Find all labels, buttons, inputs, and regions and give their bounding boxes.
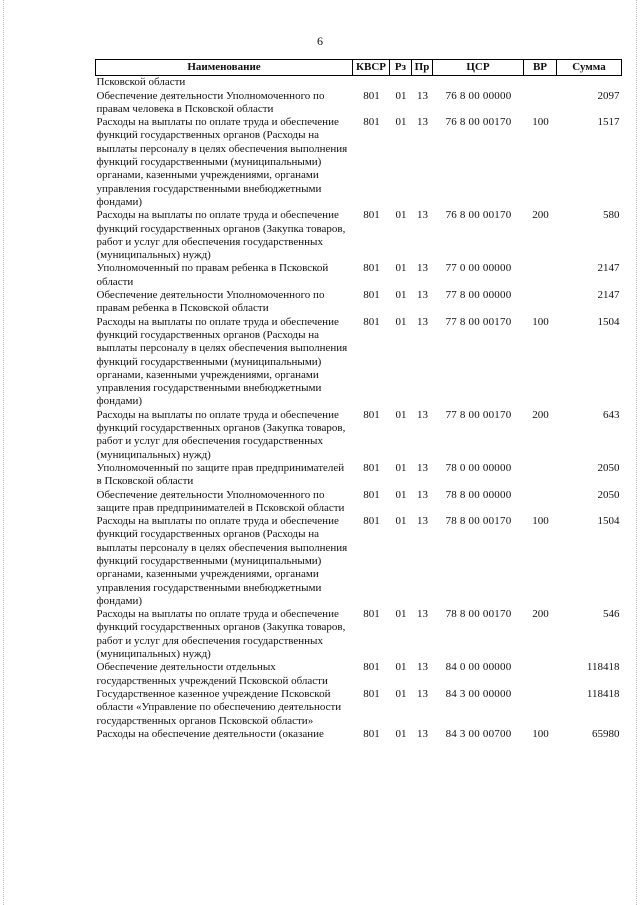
table-row <box>96 462 622 489</box>
header-rz: Рз <box>390 60 412 76</box>
cell-name: Обеспечение деятельности Уполномоченного по правам ребенка в Псковской области <box>96 289 325 315</box>
page-number: 6 <box>317 34 323 48</box>
cell-sum: 118418 <box>586 661 620 674</box>
cell-csr: 78 0 00 00000 <box>445 461 512 474</box>
cell-kvsr: 801 <box>363 687 380 700</box>
cell-vr <box>524 462 557 489</box>
cell-name: Уполномоченный по защите прав предпринимателей в Псковской области <box>96 461 345 488</box>
cell-csr: 78 8 00 00000 <box>445 488 512 501</box>
cell-pr: 13 <box>417 608 428 621</box>
cell-name: Расходы на выплаты по оплате труда и обеспечение функций государственных органов (Расходы на выплаты персоналу в целях обеспечения выполнения функций государственными (муниципальными) органами, казенными учреждениями, органами управления государственными внебюджетными фондами) <box>96 515 348 607</box>
table-row <box>96 608 622 661</box>
table-row <box>96 489 622 516</box>
budget-table <box>95 59 622 741</box>
cell-vr: 100 <box>532 515 549 528</box>
cell-sum: 2147 <box>597 289 620 302</box>
cell-kvsr: 801 <box>363 727 380 740</box>
cell-rz: 01 <box>395 608 407 621</box>
cell-sum: 1504 <box>597 515 620 528</box>
cell-vr <box>524 76 557 90</box>
table-row <box>96 116 622 209</box>
cell-pr: 13 <box>417 408 428 421</box>
cell-kvsr: 801 <box>363 315 380 328</box>
cell-pr: 13 <box>417 488 428 501</box>
table-row <box>96 409 622 462</box>
cell-kvsr <box>353 76 390 90</box>
cell-rz: 01 <box>395 515 407 528</box>
cell-sum: 546 <box>603 608 620 621</box>
cell-rz: 01 <box>395 687 407 700</box>
table-row <box>96 316 622 409</box>
cell-name: Уполномоченный по правам ребенка в Псковской области <box>96 262 329 288</box>
cell-vr <box>524 688 557 728</box>
cell-pr: 13 <box>417 687 428 700</box>
cell-sum: 2147 <box>597 262 620 275</box>
table-row <box>96 90 622 117</box>
header-csr: ЦСР <box>433 60 524 76</box>
cell-vr: 200 <box>532 209 549 222</box>
cell-pr: 13 <box>417 515 428 528</box>
cell-sum: 1517 <box>597 116 620 129</box>
table-row <box>96 262 622 289</box>
cell-csr: 77 8 00 00170 <box>445 408 512 421</box>
cell-vr: 100 <box>532 315 549 328</box>
cell-sum <box>557 76 622 90</box>
cell-rz: 01 <box>395 661 407 674</box>
cell-csr: 84 3 00 00700 <box>445 727 512 740</box>
cell-kvsr: 801 <box>363 289 380 302</box>
cell-vr <box>524 661 557 688</box>
cell-vr: 200 <box>532 608 549 621</box>
scan-edge-left <box>3 0 5 905</box>
cell-rz <box>390 76 412 90</box>
cell-vr <box>524 289 557 316</box>
cell-rz: 01 <box>395 209 407 222</box>
table-row <box>96 289 622 316</box>
cell-name: Расходы на выплаты по оплате труда и обеспечение функций государственных органов (Расходы на выплаты персоналу в целях обеспечения выполнения функций государственными (муниципальными) органами, казенными учреждениями, органами управления государственными внебюджетными фондами) <box>96 116 348 208</box>
cell-name: Расходы на обеспечение деятельности (оказание <box>96 727 324 740</box>
header-kvsr: КВСР <box>353 60 390 76</box>
table-row <box>96 688 622 728</box>
cell-kvsr: 801 <box>363 408 380 421</box>
cell-pr: 13 <box>417 89 428 102</box>
cell-csr: 76 8 00 00170 <box>445 209 512 222</box>
table-row <box>96 515 622 608</box>
cell-rz: 01 <box>395 408 407 421</box>
cell-name: Расходы на выплаты по оплате труда и обеспечение функций государственных органов (Расходы на выплаты персоналу в целях обеспечения выполнения функций государственными (муниципальными) органами, казенными учреждениями, органами управления государственными внебюджетными фондами) <box>96 315 348 408</box>
cell-csr: 76 8 00 00170 <box>445 116 512 129</box>
cell-name: Обеспечение деятельности отдельных государственных учреждений Псковской области <box>96 661 328 687</box>
cell-pr: 13 <box>417 262 428 275</box>
cell-pr: 13 <box>417 661 428 674</box>
header-vr: ВР <box>524 60 557 76</box>
cell-sum: 118418 <box>586 687 620 700</box>
scan-edge-right <box>636 0 638 905</box>
cell-rz: 01 <box>395 727 407 740</box>
cell-csr: 78 8 00 00170 <box>445 515 512 528</box>
cell-sum: 1504 <box>597 315 620 328</box>
cell-vr: 100 <box>532 116 549 129</box>
cell-pr: 13 <box>417 116 428 129</box>
cell-kvsr: 801 <box>363 89 380 102</box>
cell-rz: 01 <box>395 116 407 129</box>
header-name: Наименование <box>96 60 353 76</box>
header-sum: Сумма <box>557 60 622 76</box>
cell-csr <box>433 76 524 90</box>
cell-name: Государственное казенное учреждение Псковской области «Управление по обеспечению деятельности государственных органов Псковской области» <box>96 687 342 727</box>
table-row <box>96 76 622 90</box>
cell-name: Обеспечение деятельности Уполномоченного по правам человека в Псковской области <box>96 89 325 115</box>
cell-kvsr: 801 <box>363 661 380 674</box>
cell-rz: 01 <box>395 315 407 328</box>
header-row <box>96 60 622 76</box>
cell-kvsr: 801 <box>363 608 380 621</box>
cell-name: Псковской области <box>96 76 186 89</box>
table-row <box>96 209 622 262</box>
cell-sum: 2097 <box>597 89 620 102</box>
cell-kvsr: 801 <box>363 262 380 275</box>
cell-vr: 200 <box>532 408 549 421</box>
cell-csr: 84 0 00 00000 <box>445 661 512 674</box>
cell-rz: 01 <box>395 488 407 501</box>
cell-csr: 77 0 00 00000 <box>445 262 512 275</box>
cell-kvsr: 801 <box>363 209 380 222</box>
cell-name: Расходы на выплаты по оплате труда и обеспечение функций государственных органов (Закупка товаров, работ и услуг для обеспечения государственных (муниципальных) нужд) <box>96 608 346 661</box>
cell-kvsr: 801 <box>363 461 380 474</box>
header-pr: Пр <box>412 60 433 76</box>
cell-csr: 84 3 00 00000 <box>445 687 512 700</box>
cell-name: Обеспечение деятельности Уполномоченного по защите прав предпринимателей в Псковской области <box>96 488 345 514</box>
cell-vr: 100 <box>532 727 549 740</box>
cell-sum: 2050 <box>597 488 620 501</box>
cell-kvsr: 801 <box>363 515 380 528</box>
cell-pr: 13 <box>417 315 428 328</box>
table-body <box>96 76 622 741</box>
cell-pr <box>412 76 433 90</box>
cell-pr: 13 <box>417 289 428 302</box>
cell-sum: 643 <box>603 408 620 421</box>
cell-sum: 2050 <box>597 461 620 474</box>
cell-pr: 13 <box>417 727 428 740</box>
cell-csr: 76 8 00 00000 <box>445 89 512 102</box>
cell-csr: 77 8 00 00000 <box>445 289 512 302</box>
table-header <box>96 60 622 76</box>
cell-csr: 78 8 00 00170 <box>445 608 512 621</box>
cell-rz: 01 <box>395 461 407 474</box>
cell-sum: 65980 <box>592 727 620 740</box>
cell-rz: 01 <box>395 289 407 302</box>
cell-vr <box>524 90 557 117</box>
cell-kvsr: 801 <box>363 116 380 129</box>
cell-rz: 01 <box>395 89 407 102</box>
cell-rz: 01 <box>395 262 407 275</box>
cell-vr <box>524 262 557 289</box>
table-row <box>96 728 622 741</box>
cell-pr: 13 <box>417 209 428 222</box>
cell-name: Расходы на выплаты по оплате труда и обеспечение функций государственных органов (Закупка товаров, работ и услуг для обеспечения государственных (муниципальных) нужд) <box>96 408 346 461</box>
cell-name: Расходы на выплаты по оплате труда и обеспечение функций государственных органов (Закупка товаров, работ и услуг для обеспечения государственных (муниципальных) нужд) <box>96 209 346 262</box>
table-row <box>96 661 622 688</box>
cell-sum: 580 <box>603 209 620 222</box>
cell-pr: 13 <box>417 461 428 474</box>
cell-csr: 77 8 00 00170 <box>445 315 512 328</box>
cell-vr <box>524 489 557 516</box>
cell-kvsr: 801 <box>363 488 380 501</box>
